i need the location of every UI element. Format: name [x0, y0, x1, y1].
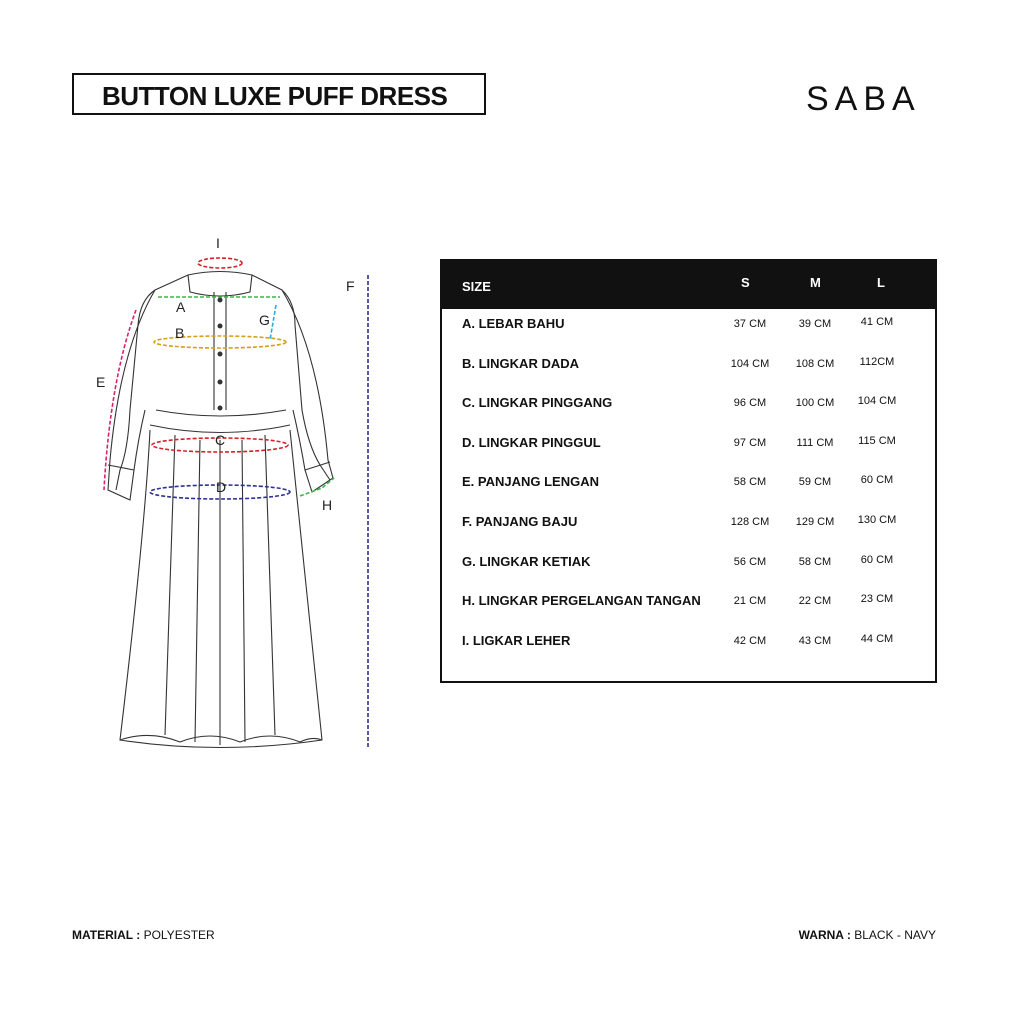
label-a: A [176, 299, 186, 315]
row-label: G. LINGKAR KETIAK [462, 553, 591, 569]
color-value: BLACK - NAVY [854, 928, 936, 942]
color-label: WARNA : [798, 928, 851, 942]
value-m: 59 CM [798, 476, 832, 489]
header-m: M [810, 275, 821, 290]
value-l: 44 CM [860, 632, 894, 645]
value-l: 60 CM [860, 553, 894, 566]
value-l: 115 CM [858, 434, 896, 447]
value-m: 58 CM [798, 555, 832, 568]
label-g: G [259, 312, 270, 328]
material-label: MATERIAL : [72, 928, 141, 942]
value-l: 60 CM [860, 474, 894, 487]
dress-outline [108, 272, 333, 748]
material-info [72, 928, 215, 942]
value-s: 96 CM [733, 397, 767, 410]
label-f: F [346, 278, 355, 294]
color-info [799, 928, 936, 942]
row-label: I. LIGKAR LEHER [462, 632, 571, 648]
value-m: 39 CM [798, 318, 832, 330]
value-s: 21 CM [733, 595, 767, 608]
label-b: B [175, 325, 185, 341]
table-row [442, 633, 935, 653]
value-s: 58 CM [733, 476, 767, 489]
row-label: H. LINGKAR PERGELANGAN TANGAN [462, 593, 701, 609]
row-label: D. LINGKAR PINGGUL [462, 434, 601, 450]
table-row [442, 554, 935, 574]
row-label: C. LINGKAR PINGGANG [462, 395, 613, 411]
value-s: 97 CM [733, 436, 767, 449]
table-row [442, 514, 935, 534]
size-chart-header [442, 261, 935, 309]
measure-line-g [270, 305, 276, 340]
header-s: S [741, 275, 750, 290]
label-i: I [216, 235, 220, 251]
header-l: L [877, 275, 885, 290]
header-size: SIZE [462, 279, 491, 294]
value-m: 43 CM [798, 634, 832, 647]
table-row [442, 395, 935, 415]
row-label: F. PANJANG BAJU [462, 514, 578, 529]
value-s: 42 CM [733, 634, 767, 647]
label-h: H [322, 497, 333, 513]
dress-sketch [90, 230, 390, 760]
value-s: 56 CM [733, 555, 767, 568]
product-title-box [72, 73, 486, 115]
value-m: 22 CM [798, 595, 832, 608]
value-m: 100 CM [795, 397, 835, 410]
label-c: C [215, 432, 226, 448]
label-d: D [216, 479, 227, 495]
value-l: 112CM [859, 355, 895, 368]
label-e: E [96, 374, 106, 390]
value-l: 41 CM [860, 316, 894, 328]
value-s: 128 CM [730, 516, 770, 528]
table-row [442, 474, 935, 494]
size-chart-table [440, 259, 937, 683]
row-label: E. PANJANG LENGAN [462, 474, 599, 490]
row-label: B. LINGKAR DADA [462, 355, 579, 371]
value-s: 104 CM [730, 357, 770, 370]
table-row [442, 593, 935, 613]
table-row [442, 356, 935, 376]
product-title-rest: PUFF DRESS [287, 81, 448, 111]
table-row [442, 316, 935, 336]
value-s: 37 CM [733, 318, 767, 330]
value-l: 104 CM [857, 395, 897, 408]
measure-line-i [198, 258, 242, 268]
value-m: 129 CM [795, 516, 835, 528]
value-m: 111 CM [796, 436, 834, 449]
material-value: POLYESTER [143, 928, 215, 942]
value-l: 23 CM [860, 593, 894, 606]
product-title [102, 81, 447, 112]
value-m: 108 CM [795, 357, 835, 370]
product-title-bold: BUTTON LUXE [102, 81, 281, 111]
brand-logo: SABA [806, 80, 921, 118]
value-l: 130 CM [857, 514, 897, 526]
row-label: A. LEBAR BAHU [462, 316, 565, 331]
table-row [442, 435, 935, 455]
measure-line-b [154, 336, 286, 348]
buttons [218, 298, 223, 411]
